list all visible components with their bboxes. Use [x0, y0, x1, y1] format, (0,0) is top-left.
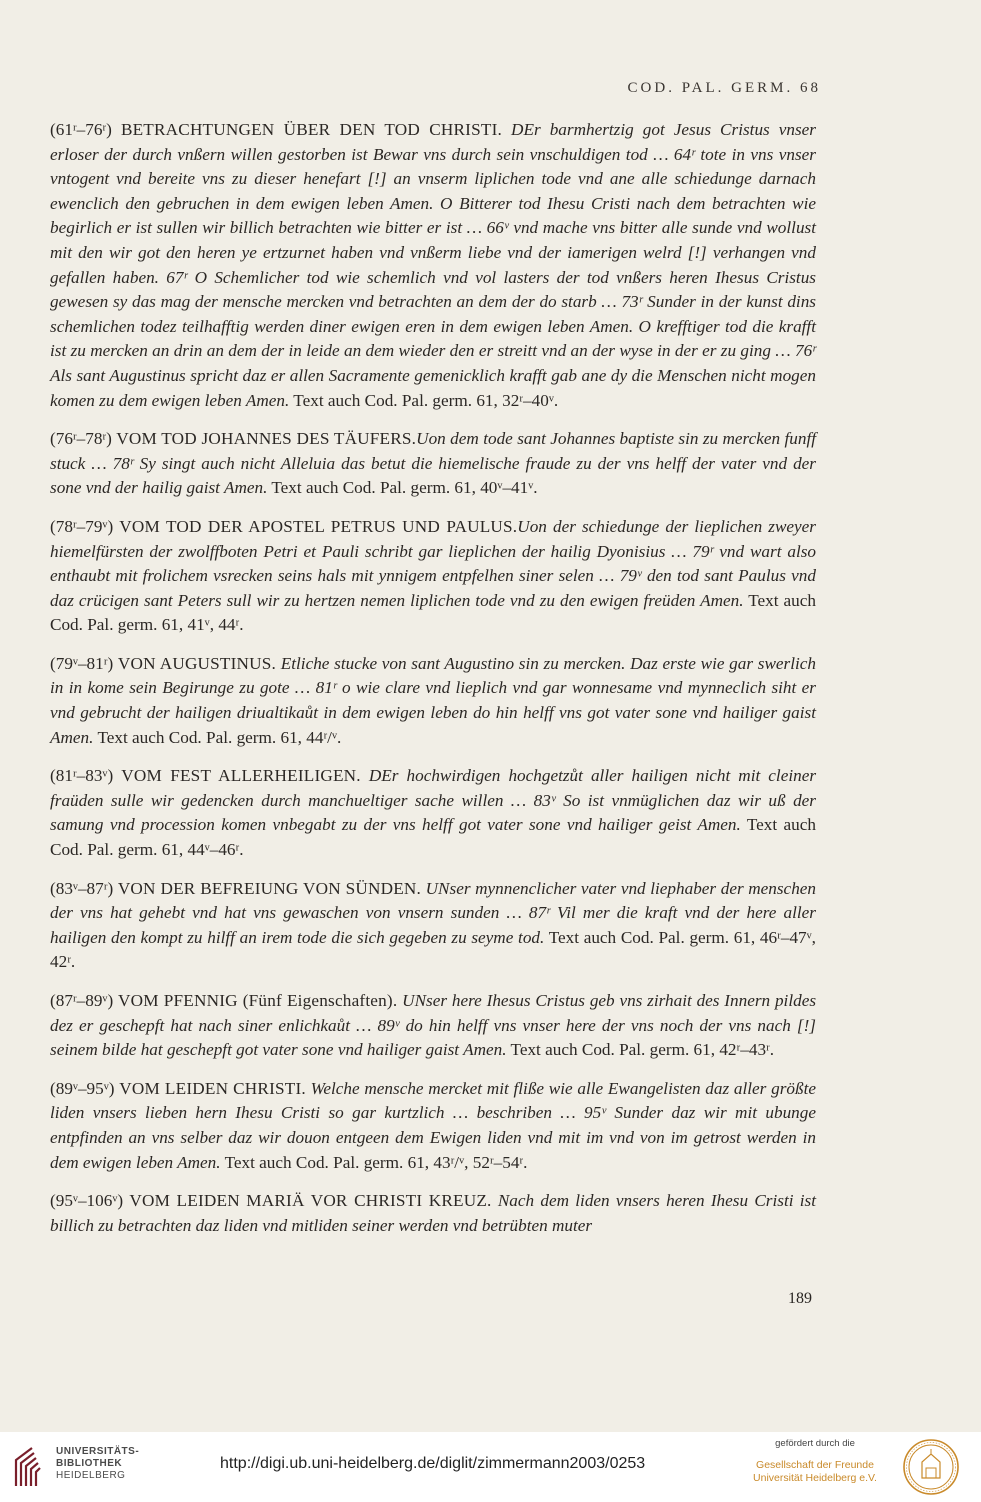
entry-note: Text auch Cod. Pal. germ. 61, 32ʳ–40ᵛ.	[293, 390, 559, 410]
entry-title: VOM LEIDEN CHRISTI.	[119, 1078, 306, 1098]
entry-quote: Welche mensche mercket mit fliße wie alle Ewangelisten daz aller größte liden vnsers lieben hern Ihesu Cristi so gar kurtzlich … beschriben … 95ᵛ Sunder daz wir mit ubunge entpfinden an vns selber daz wir douon entgeen dem Ewigen liden vnd mit im vnd von im getrost werden in dem ewigen leben Amen.	[50, 1078, 816, 1172]
entry-title: VOM FEST ALLERHEILIGEN.	[121, 766, 361, 786]
sponsor-name-2: Universität Heidelberg e.V.	[753, 1472, 877, 1484]
entry-quote: DEr hochwirdigen hochgetzůt aller hailigen nicht mit cleiner fraüden sulle wir gedencken durch manchueltiger sache willen … 83ᵛ So ist vnmüglichen daz wir uß der samung vnd procession komen vnbegabt zu der vns helff got vater sone vnd hailiger geist Amen.	[50, 766, 817, 835]
entry-note: Text auch Cod. Pal. germ. 61, 44ᵛ–46ʳ.	[50, 815, 816, 860]
entry-title: VOM LEIDEN MARIÄ VOR CHRISTI KREUZ.	[129, 1191, 492, 1211]
entry-quote: Uon dem tode sant Johannes baptiste sin zu mercken funff stuck … 78ʳ Sy singt auch nicht Alleluia das betut die hiemelische fraude zu der vns helff der vater vnd der sone vnd der hailig gaist Amen.	[50, 429, 816, 498]
folio-range: (81ʳ–83ᵛ)	[50, 766, 114, 786]
catalog-entries	[50, 118, 816, 1252]
viewer-footer	[0, 1432, 981, 1502]
entry-title: VON DER BEFREIUNG VON SÜNDEN.	[117, 878, 422, 898]
folio-range: (61ʳ–76ʳ)	[50, 120, 112, 139]
page-number: 189	[788, 1290, 812, 1307]
sponsor-block	[740, 1438, 890, 1485]
folio-range: (79ᵛ–81ʳ)	[50, 653, 114, 673]
catalog-entry	[50, 989, 816, 1063]
entry-quote: DEr barmhertzig got Jesus Cristus vnser erloser der durch vnßern willen gestorben ist Bewar vns durch sein vnschuldigen tod … 64ʳ tote in vns vnser vntogent vnd bereite vns zu dieser henefart [!] an vnserm liplichen tode vnd ane alle schiedunge darnach ewenclich den gebruchen in dem ewigen leben Amen. O Bitterer tod Ihesu Cristi nach dem betrachten wie begirlich er ist sullen wir billich betrachten wie bitter er ist … 66ᵛ vnd mache vns bitter alle sunde vnd wollust mit den wir got den heren ye ertzurnet haben vnd vnßerm liebe vnd der iamerigen welrd [!] verhangen vnd gefallen haben. 67ʳ O Schemlicher tod wie schemlich vnd vol lasters der tod vnßers heren Ihesus Cristus gewesen sy das mag der mensche mercken vnd betrachten an dem der do starb … 73ʳ Sunder in der kunst dins schemlichen todez teilhafftig werden diner ewigen eren in dem ewigen leben Amen. O krefftiger tod die krafft ist zu mercken an drin an dem der in leide an dem wieder den er streitt vnd an der wyse in der er zu ging … 76ʳ Als sant Augustinus spricht daz er allen Sacramente gemenicklich krafft gab ane dy die Menschen nicht mogen komen zu dem ewigen leben Amen.	[50, 120, 817, 410]
catalog-entry	[50, 764, 816, 862]
sponsor-label: gefördert durch die	[775, 1438, 855, 1449]
university-seal-icon	[902, 1438, 960, 1496]
permalink-url[interactable]: http://digi.ub.uni-heidelberg.de/diglit/zimmermann2003/0253	[220, 1455, 646, 1472]
library-logo-icon	[10, 1442, 50, 1492]
folio-range: (87ʳ–89ᵛ)	[50, 991, 114, 1010]
entry-quote: Nach dem liden vnsers heren Ihesu Cristi ist billich zu betrachten daz liden vnd mitliden seiner werden vnd betrübten muter	[50, 1191, 816, 1235]
entry-note: Text auch Cod. Pal. germ. 61, 41ᵛ, 44ʳ.	[50, 590, 816, 635]
sponsor-name: Gesellschaft der Freunde	[756, 1459, 874, 1471]
entry-note: Text auch Cod. Pal. germ. 61, 42ʳ–43ʳ.	[510, 1040, 775, 1060]
catalog-entry	[50, 877, 816, 975]
entry-quote: Etliche stucke von sant Augustino sin zu mercken. Daz erste wie gar swerlich in in kome sein Begirunge zu gote … 81ʳ o wie clare vnd lieplich vnd gar wonnesame vnd mynneclich siht er vnd gebrucht der hailigen driualtikaůt in dem ewigen leben do hin helff vns got vater sone vnd hailiger gaist Amen.	[50, 653, 817, 747]
folio-range: (78ʳ–79ᵛ)	[50, 516, 114, 536]
entry-quote: UNser mynnenclicher vater vnd liephaber der menschen der vns hat gehebt vnd hat vns gewaschen von vnsern sunden … 87ʳ Vil mer die kraft vnd der here aller hailigen den kompt zu hilff an irem tode die sich gegeben zu seyme tod.	[50, 878, 817, 947]
entry-note: Text auch Cod. Pal. germ. 61, 44ʳ/ᵛ.	[97, 727, 342, 747]
entry-title: VOM PFENNIG (Fünf Eigenschaften).	[118, 991, 398, 1010]
entry-title: VON AUGUSTINUS.	[117, 653, 277, 673]
folio-range: (95ᵛ–106ᵛ)	[50, 1191, 124, 1211]
catalog-entry	[50, 515, 816, 638]
entry-quote: UNser here Ihesus Cristus geb vns zirhait des Innern pildes dez er geschepft hat nach siner enlichkaůt … 89ᵛ do hin helff vns vnser here der vns noch der vns nach [!] seinem bilde hat geschepft got vater sone vnd hailiger gaist Amen.	[50, 991, 817, 1060]
entry-title: VOM TOD DER APOSTEL PETRUS UND PAULUS.	[119, 516, 518, 536]
folio-range: (76ʳ–78ʳ)	[50, 429, 112, 449]
catalog-entry	[50, 652, 816, 750]
entry-note: Text auch Cod. Pal. germ. 61, 43ʳ/ᵛ, 52ʳ–54ʳ.	[224, 1152, 528, 1172]
catalog-entry	[50, 427, 816, 501]
catalog-entry	[50, 1189, 816, 1238]
catalog-entry	[50, 1077, 816, 1175]
entry-title: VOM TOD JOHANNES DES TÄUFERS.	[116, 429, 417, 449]
folio-range: (89ᵛ–95ᵛ)	[50, 1078, 115, 1098]
entry-note: Text auch Cod. Pal. germ. 61, 40ᵛ–41ᵛ.	[271, 478, 538, 498]
entry-title: BETRACHTUNGEN ÜBER DEN TOD CHRISTI.	[120, 120, 502, 139]
entry-note: Text auch Cod. Pal. germ. 61, 46ʳ–47ᵛ, 42ʳ.	[50, 927, 816, 972]
catalog-entry	[50, 118, 816, 413]
folio-range: (83ᵛ–87ʳ)	[50, 878, 114, 898]
running-head: COD. PAL. GERM. 68	[627, 80, 821, 96]
library-name: UNIVERSITÄTS- BIBLIOTHEK HEIDELBERG	[56, 1446, 140, 1481]
entry-quote: Uon der schiedunge der lieplichen zweyer hiemelfürsten der zwolffboten Petri et Pauli schribt gar lieplichen der hailig Dyonisius … 79ʳ vnd wart also enthaubt mit frolichem vsrecken seins hals mit ynnigem entpfelhen siner selen … 79ᵛ den tod sant Paulus vnd daz crücigen sant Peters sull wir zu hertzen nemen liplichen tode vnd zu den ewigen freüden Amen.	[50, 516, 816, 610]
